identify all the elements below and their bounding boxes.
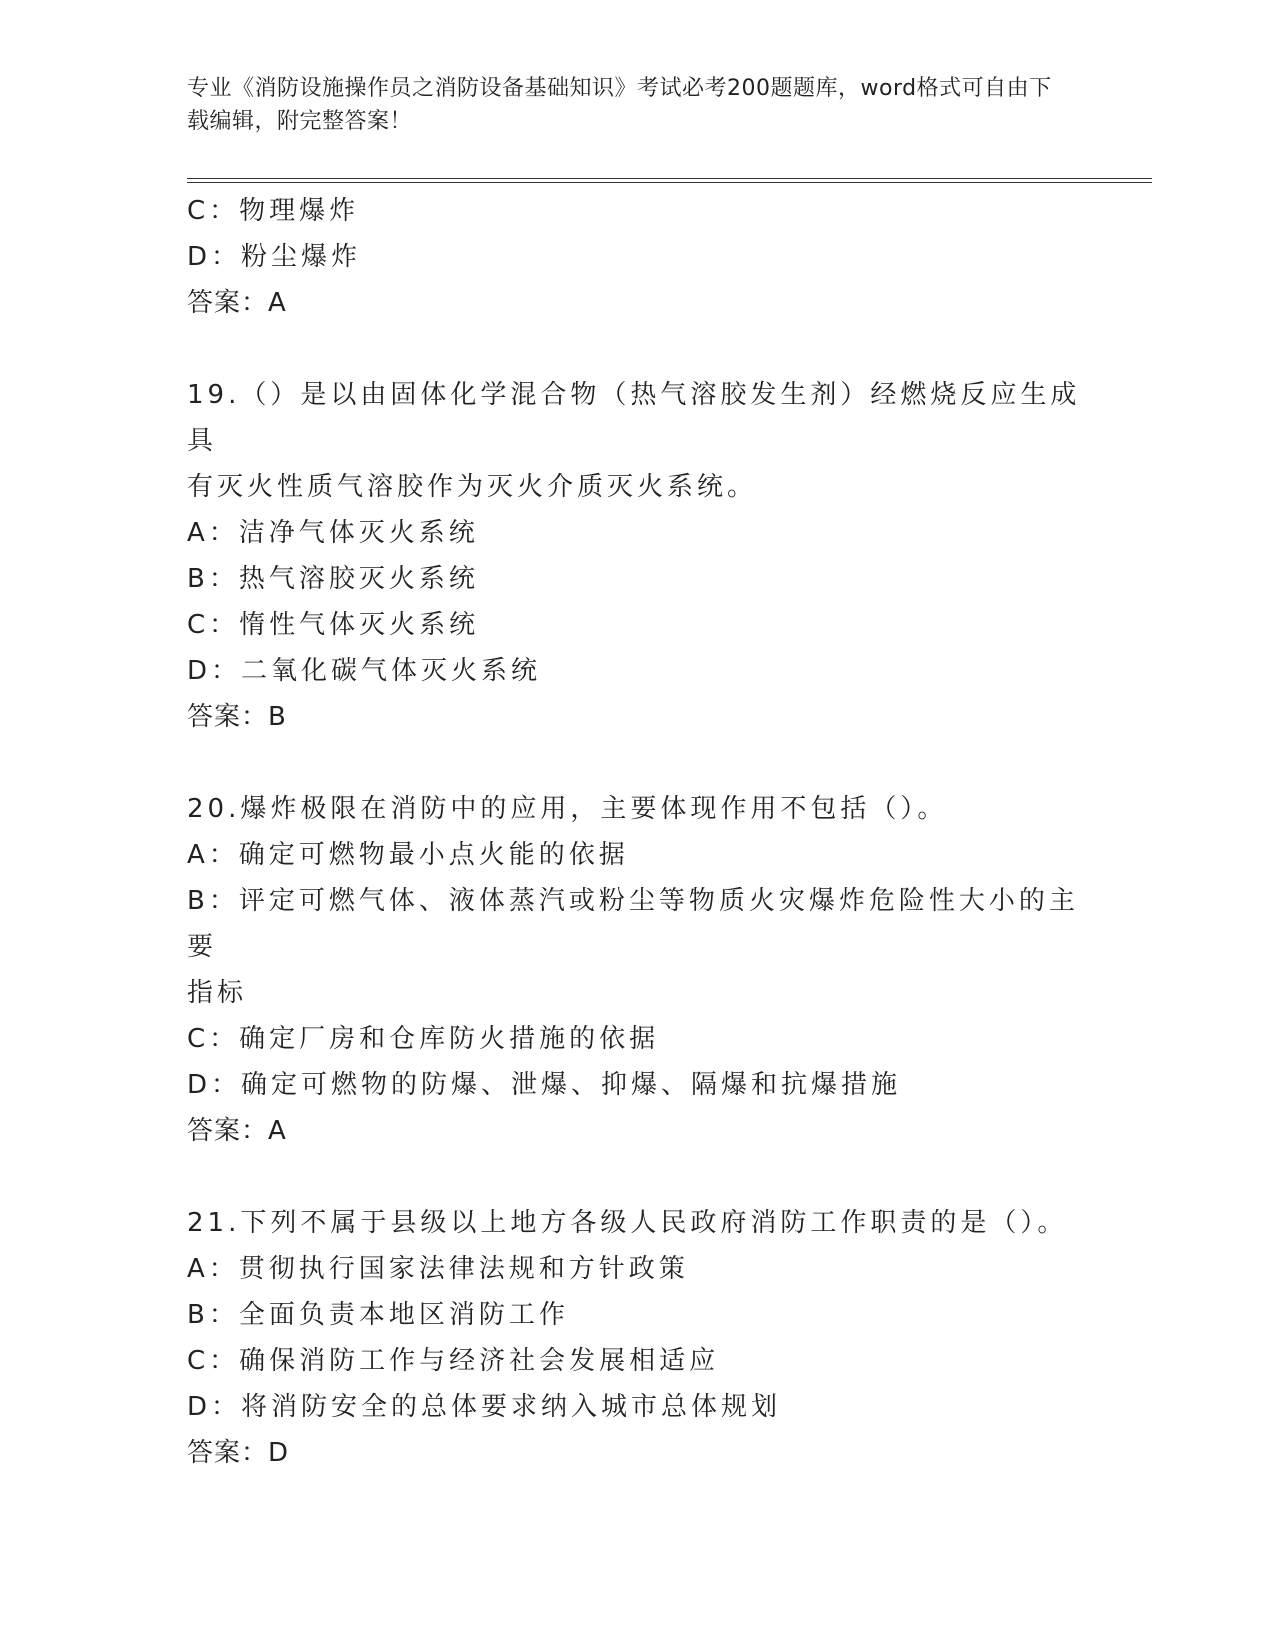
option-d: D：将消防安全的总体要求纳入城市总体规划	[187, 1392, 782, 1422]
header-text: 专业《消防设施操作员之消防设备基础知识》考试必考200题题库，word格式可自由下载编辑，附完整答案！	[187, 76, 1052, 134]
option-b: B：评定可燃气体、液体蒸汽或粉尘等物质火灾爆炸危险性大小的主要	[187, 886, 1079, 962]
question-block-19	[187, 372, 1087, 740]
option-a: A：确定可燃物最小点火能的依据	[187, 840, 629, 870]
question-block-18-tail	[187, 188, 1087, 326]
option-c: C：惰性气体灭火系统	[187, 610, 480, 640]
document-body	[187, 188, 1087, 1476]
option-b: B：全面负责本地区消防工作	[187, 1300, 569, 1330]
option-a: A：洁净气体灭火系统	[187, 518, 479, 548]
answer-line: 答案：D	[187, 1438, 290, 1468]
answer-line: 答案：A	[187, 1116, 287, 1146]
document-header	[187, 72, 1067, 138]
option-c: C：确保消防工作与经济社会发展相适应	[187, 1346, 720, 1376]
question-spacer	[187, 326, 1087, 372]
option-b: B：热气溶胶灭火系统	[187, 564, 479, 594]
option-d: D：二氧化碳气体灭火系统	[187, 656, 542, 686]
question-block-21	[187, 1200, 1087, 1476]
answer-line: 答案：A	[187, 288, 287, 318]
question-spacer	[187, 1154, 1087, 1200]
option-a: A：贯彻执行国家法律法规和方针政策	[187, 1254, 689, 1284]
question-spacer	[187, 740, 1087, 786]
option-c: C：确定厂房和仓库防火措施的依据	[187, 1024, 660, 1054]
question-stem: 21.下列不属于县级以上地方各级人民政府消防工作职责的是（）。	[187, 1208, 1068, 1238]
question-stem: 19.（）是以由固体化学混合物（热气溶胶发生剂）经燃烧反应生成具	[187, 380, 1081, 456]
answer-line: 答案：B	[187, 702, 287, 732]
question-stem: 20.爆炸极限在消防中的应用，主要体现作用不包括（）。	[187, 794, 948, 824]
option-d: D：粉尘爆炸	[187, 242, 362, 272]
header-divider	[187, 178, 1152, 183]
option-c: C：物理爆炸	[187, 196, 360, 226]
option-b-continued: 指标	[187, 978, 248, 1008]
question-block-20	[187, 786, 1087, 1154]
option-d: D：确定可燃物的防爆、泄爆、抑爆、隔爆和抗爆措施	[187, 1070, 902, 1100]
question-stem-continued: 有灭火性质气溶胶作为灭火介质灭火系统。	[187, 472, 758, 502]
